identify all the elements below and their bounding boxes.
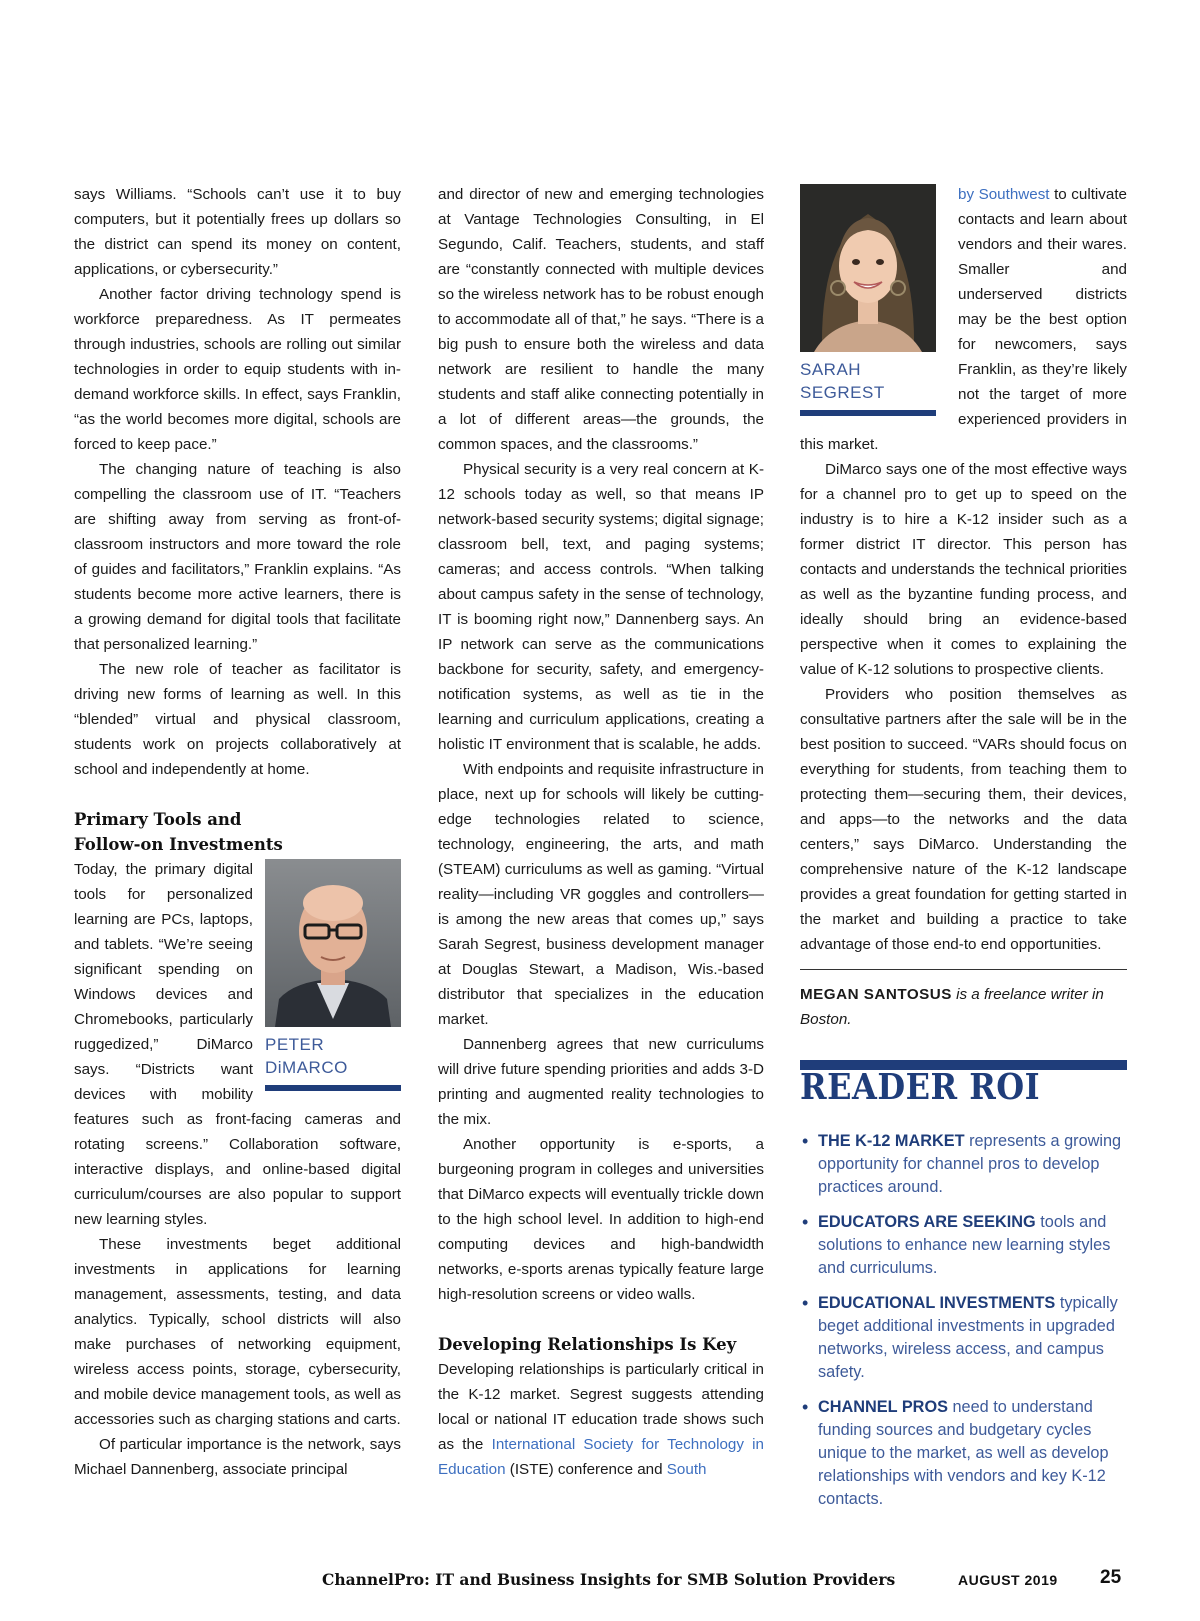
photo-peter-dimarco <box>265 859 401 1091</box>
paragraph: With endpoints and requisite infrastructure in place, next up for schools will likely be cutting-edge technologies related to science, technology, engineering, the arts, and math (STEAM) curriculums as well as gaming. “Virtual reality—including VR goggles and controllers—is among the new areas that comes up,” says Sarah Segrest, business development manager at Douglas Stewart, a Madison, Wis.-based distributor that specializes in the education market. <box>438 761 764 1028</box>
section-heading <box>74 807 401 857</box>
paragraph: The changing nature of teaching is also compelling the classroom use of IT. “Teachers are shifting away from serving as front-of-classroom instructors and more toward the role of guides and facilitators,” Franklin explains. “As students become more active learners, there is a growing demand for digital tools that facilitate that personalized learning.” <box>74 461 401 653</box>
roi-list-item <box>800 1292 1127 1384</box>
photo-caption <box>800 358 936 404</box>
roi-item-lead: EDUCATIONAL INVESTMENTS <box>818 1294 1056 1312</box>
roi-item-text: need to understand funding sources and budgetary cycles unique to the market, as well as develop relationships with vendors and key K-12 contacts. <box>818 1398 1109 1508</box>
caption-underline <box>265 1085 401 1091</box>
author-name: MEGAN SANTOSUS <box>800 986 952 1003</box>
article-column-2 <box>438 182 764 1482</box>
paragraph: Dannenberg agrees that new curriculums will drive future spending priorities and adds 3-D printing and augmented reality technologies to the mix. <box>438 1036 764 1128</box>
roi-item-text: typically beget additional investments in upgraded networks, wireless access, and campus safety. <box>818 1294 1118 1381</box>
paragraph: Another opportunity is e-sports, a burgeoning program in colleges and universities that DiMarco expects will eventually trickle down to the high school level. In addition to high-end computing devices and high-bandwidth networks, e-sports arenas typically feature large high-resolution screens or video walls. <box>438 1136 764 1303</box>
page-footer <box>0 1567 1200 1600</box>
roi-item-text: represents a growing opportunity for channel pros to develop practices around. <box>818 1132 1122 1196</box>
roi-item-lead: CHANNEL PROS <box>818 1398 948 1416</box>
author-byline <box>800 969 1127 1032</box>
author-bio: is a freelance writer in Boston. <box>800 986 1104 1028</box>
caption-line: DiMARCO <box>265 1058 348 1077</box>
paragraph: and director of new and emerging technologies at Vantage Technologies Consulting, in El Segundo, Calif. Teachers, students, and staff are “constantly connected with multiple devices so the wireless network has to be robust enough to accommodate all of that,” he says. “There is a big push to ensure both the wireless and data network are resilient to handle the many students and staff alike connecting potentially in a lot of different areas—the grounds, the common spaces, and the classrooms.” <box>438 186 764 453</box>
roi-list-item <box>800 1396 1127 1511</box>
iste-link[interactable]: International Society for Technology in Education <box>438 1436 764 1478</box>
roi-item-lead: THE K-12 MARKET <box>818 1132 965 1150</box>
roi-title: READER ROI <box>800 1065 1041 1108</box>
paragraph: Today, the primary digital tools for personalized learning are PCs, laptops, and tablets. “We’re seeing significant spending on Windows devices and Chromebooks, particularly ruggedized,” DiMarco says. “Districts want devices with mobility features such as front-facing cameras and rotating screens.” Collaboration software, interactive displays, and online-based digital curriculum/courses are also popular to support new learning styles. <box>74 861 401 1228</box>
text-run: Developing relationships is particularly critical in the K-12 market. Segrest suggests attending local or national IT education trade shows such as the <box>438 1361 764 1453</box>
caption-line: PETER <box>265 1035 325 1054</box>
paragraph: These investments beget additional investments in applications for learning management, assessments, testing, and data analytics. Typically, school districts will also make purchases of networking equipment, wireless access points, storage, cybersecurity, and mobile device management tools, as well as accessories such as charging stations and carts. <box>74 1236 401 1428</box>
paragraph <box>438 1357 764 1482</box>
article-column-1 <box>74 182 401 1482</box>
paragraph: The new role of teacher as facilitator is driving new forms of learning as well. In this “blended” virtual and physical classroom, students work on projects collaboratively at school and independently at home. <box>74 661 401 778</box>
roi-list-item <box>800 1211 1127 1280</box>
section-heading: Developing Relationships Is Key <box>438 1335 737 1354</box>
sxsw-link-end[interactable]: by Southwest <box>958 186 1050 203</box>
roi-item-text: tools and solutions to enhance new learning styles and curriculums. <box>818 1213 1111 1277</box>
section-heading-line: Primary Tools and <box>74 810 242 829</box>
sxsw-link-start[interactable]: South <box>666 1461 707 1478</box>
text-run: (ISTE) conference and <box>505 1461 667 1478</box>
footer-publication: ChannelPro: IT and Business Insights for SMB Solution Providers <box>322 1570 896 1589</box>
paragraph: Providers who position themselves as consultative partners after the sale will be in the best position to succeed. “VARs should focus on everything for students, from teaching them to protecting them—securing them, their devices, and apps—to the networks and the data centers,” says DiMarco. Understanding the comprehensive nature of the K-12 landscape provides a great foundation for getting started in the market and building a practice to take advantage of those end-to end opportunities. <box>800 686 1127 953</box>
caption-underline <box>800 410 936 416</box>
paragraph: DiMarco says one of the most effective ways for a channel pro to get up to speed on the industry is to hire a K-12 insider such as a former district IT director. This person has contacts and understands the technical priorities as well as the byzantine funding process, and ideally should bring an evidence-based perspective when it comes to explaining the value of K-12 solutions to prospective clients. <box>800 461 1127 678</box>
roi-list <box>800 1130 1127 1511</box>
roi-item-lead: EDUCATORS ARE SEEKING <box>818 1213 1036 1231</box>
photo-sarah-segrest <box>800 184 936 416</box>
article-column-3 <box>800 182 1127 1032</box>
text-run: to cultivate contacts and learn about vendors and their wares. Smaller and underserved districts may be the best option for newcomers, says Franklin, as they’re likely not the target of more experienced providers in this market. <box>800 186 1127 453</box>
paragraph: says Williams. “Schools can’t use it to buy computers, but it potentially frees up dollars so the district can spend its money on content, applications, or cybersecurity.” <box>74 186 401 278</box>
caption-line: SEGREST <box>800 383 885 402</box>
footer-date: AUGUST 2019 <box>958 1572 1058 1588</box>
caption-line: SARAH <box>800 360 862 379</box>
paragraph: Another factor driving technology spend is workforce preparedness. As IT permeates through industries, schools are rolling out similar technologies in order to equip students with in-demand workforce skills. In effect, says Franklin, “as the world becomes more digital, schools are forced to keep pace.” <box>74 286 401 453</box>
photo-caption <box>265 1033 401 1079</box>
page-number: 25 <box>1100 1567 1122 1588</box>
reader-roi-box <box>800 1060 1127 1523</box>
paragraph: Of particular importance is the network, says Michael Dannenberg, associate principal <box>74 1436 401 1478</box>
roi-list-item <box>800 1130 1127 1199</box>
paragraph: Physical security is a very real concern at K-12 schools today as well, so that means IP network-based security systems; digital signage; classroom bell, text, and paging systems; cameras; and access controls. “When talking about campus safety in the sense of technology, IT is booming right now,” Dannenberg says. An IP network can serve as the communications backbone for security, safety, and emergency-notification systems, as well as tie in the learning and curriculum applications, creating a holistic IT environment that is scalable, he adds. <box>438 461 764 753</box>
section-heading-line: Follow-on Investments <box>74 835 283 854</box>
portrait-image-woman <box>800 184 936 352</box>
portrait-image-man <box>265 859 401 1027</box>
